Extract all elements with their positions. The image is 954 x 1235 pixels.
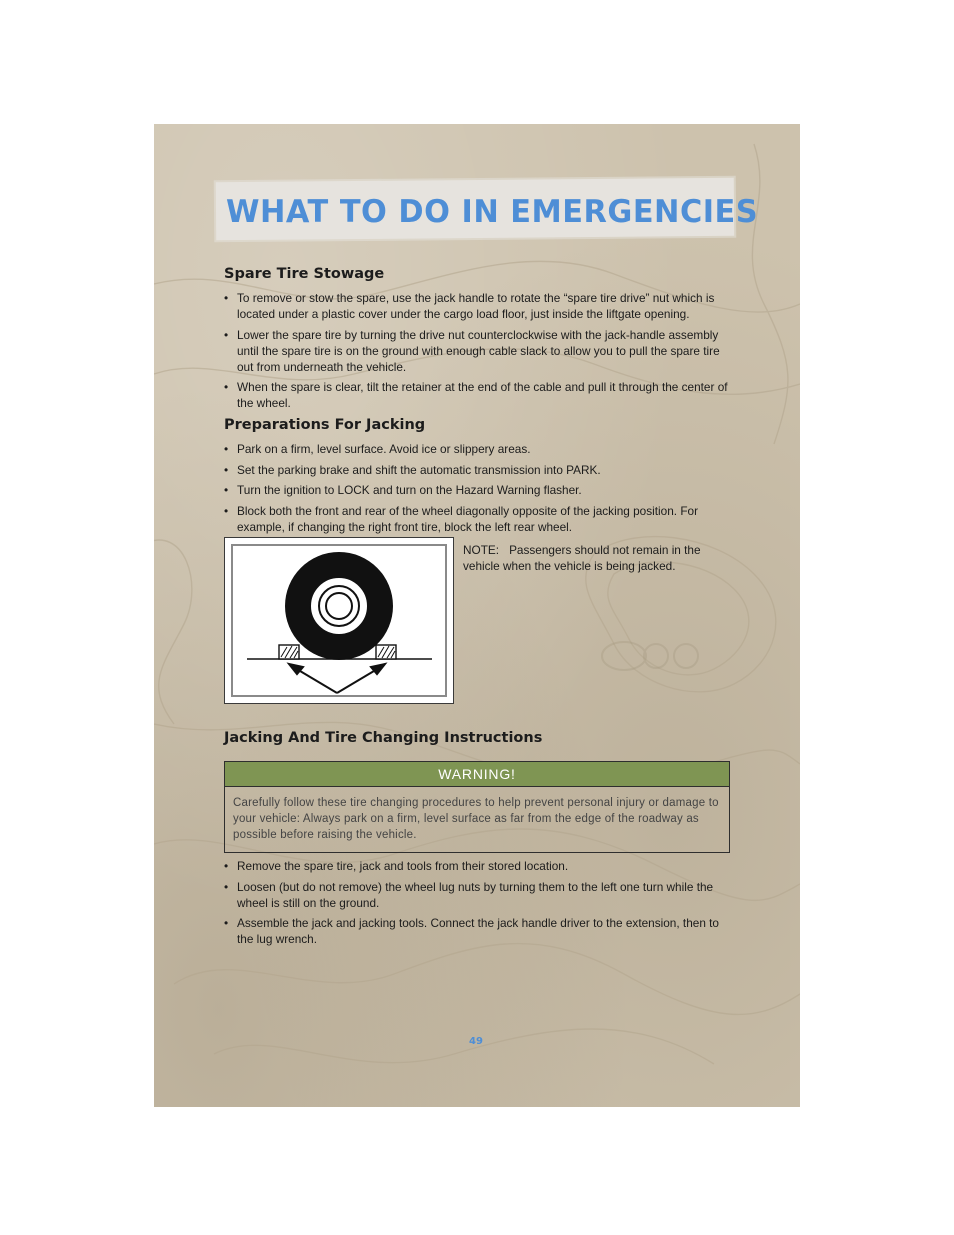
wheel-chock-icon bbox=[279, 645, 299, 659]
heading-spare-tire-stowage: Spare Tire Stowage bbox=[224, 266, 385, 282]
page-number: 49 bbox=[469, 1036, 483, 1047]
list-item: • Park on a firm, level surface. Avoid ice or slippery areas. bbox=[224, 441, 732, 457]
list-item: • Set the parking brake and shift the automatic transmission into PARK. bbox=[224, 462, 732, 478]
tire-changing-bullet-list bbox=[224, 858, 732, 952]
note-label: NOTE: bbox=[463, 543, 500, 557]
list-item: • When the spare is clear, tilt the retainer at the end of the cable and pull it through the center of the wheel. bbox=[224, 379, 732, 411]
wheel-blocking-illustration bbox=[224, 537, 454, 704]
note-passengers bbox=[463, 543, 738, 574]
list-item: • Block both the front and rear of the wheel diagonally opposite of the jacking position. For example, if changing the right front tire, block the left rear wheel. bbox=[224, 503, 732, 535]
list-item: • Lower the spare tire by turning the drive nut counterclockwise with the jack-handle assembly until the spare tire is on the ground with enough cable slack to allow you to pull the spare tire out from underneath the vehicle. bbox=[224, 327, 732, 375]
wheel-chock-icon bbox=[376, 645, 396, 659]
wheel-chock-diagram bbox=[225, 538, 453, 703]
manual-page bbox=[154, 124, 800, 1107]
note-text: Passengers should not remain in the vehicle when the vehicle is being jacked. bbox=[463, 543, 701, 573]
list-item: • To remove or stow the spare, use the jack handle to rotate the “spare tire drive” nut which is located under a plastic cover under the cargo load floor, just inside the liftgate opening. bbox=[224, 290, 732, 322]
heading-preparations-for-jacking: Preparations For Jacking bbox=[224, 417, 426, 433]
heading-jacking-and-tire-changing: Jacking And Tire Changing Instructions bbox=[224, 730, 543, 746]
list-item: • Loosen (but do not remove) the wheel lug nuts by turning them to the left one turn while the wheel is still on the ground. bbox=[224, 879, 732, 911]
warning-title: WARNING! bbox=[225, 762, 729, 787]
list-item: • Turn the ignition to LOCK and turn on the Hazard Warning flasher. bbox=[224, 482, 732, 498]
warning-box bbox=[224, 761, 730, 853]
spare-tire-bullet-list bbox=[224, 290, 732, 416]
list-item: • Remove the spare tire, jack and tools from their stored location. bbox=[224, 858, 732, 874]
list-item: • Assemble the jack and jacking tools. Connect the jack handle driver to the extension, then to the lug wrench. bbox=[224, 915, 732, 947]
warning-text: Carefully follow these tire changing procedures to help prevent personal injury or damage to your vehicle: Always park on a firm, level surface as far from the edge of the roadway as possible before raising the vehicle. bbox=[233, 797, 719, 841]
page-title: WHAT TO DO IN EMERGENCIES bbox=[226, 194, 759, 230]
preparation-bullet-list bbox=[224, 441, 732, 539]
